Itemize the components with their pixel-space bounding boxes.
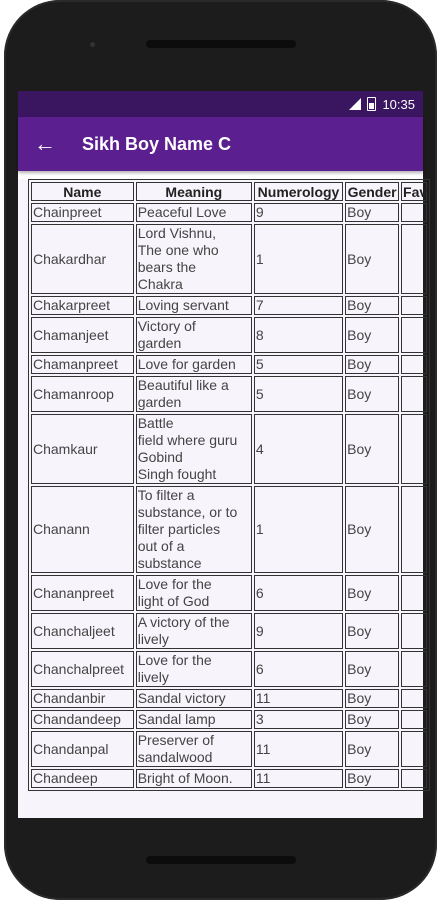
- fav-cell[interactable]: [401, 689, 427, 708]
- table-row[interactable]: [31, 769, 427, 788]
- top-speaker: [146, 40, 296, 48]
- fav-cell[interactable]: [401, 731, 427, 767]
- header-meaning: Meaning: [136, 182, 252, 201]
- fav-cell[interactable]: [401, 486, 427, 573]
- table-row[interactable]: [31, 296, 427, 315]
- numerology-cell: 6: [254, 575, 343, 611]
- meaning-cell: Preserver of sandalwood: [136, 731, 252, 767]
- header-fav: Fav: [403, 183, 428, 200]
- fav-cell[interactable]: [401, 317, 427, 353]
- meaning-cell: Love for garden: [136, 355, 252, 374]
- fav-cell[interactable]: [401, 224, 427, 294]
- table-row[interactable]: [31, 575, 427, 611]
- name-cell: Chamanjeet: [31, 317, 134, 353]
- meaning-cell: Sandal lamp: [136, 710, 252, 729]
- table-row[interactable]: [31, 355, 427, 374]
- battery-icon: [367, 97, 376, 111]
- signal-icon: [349, 98, 361, 110]
- name-cell: Chanchalpreet: [31, 651, 134, 687]
- name-cell: Chainpreet: [31, 203, 134, 222]
- name-cell: Chamanroop: [31, 376, 134, 412]
- gender-cell: Boy: [345, 486, 399, 573]
- phone-frame: [4, 0, 437, 900]
- table-header-row: [31, 182, 427, 201]
- meaning-cell: Sandal victory: [136, 689, 252, 708]
- fav-cell[interactable]: [401, 651, 427, 687]
- numerology-cell: 11: [254, 731, 343, 767]
- name-cell: Chandanbir: [31, 689, 134, 708]
- numerology-cell: 3: [254, 710, 343, 729]
- fav-cell[interactable]: [401, 769, 427, 788]
- table-row[interactable]: [31, 651, 427, 687]
- name-cell: Chanchaljeet: [31, 613, 134, 649]
- name-cell: Chandandeep: [31, 710, 134, 729]
- numerology-cell: 8: [254, 317, 343, 353]
- gender-cell: Boy: [345, 296, 399, 315]
- name-cell: Chananpreet: [31, 575, 134, 611]
- page-title: Sikh Boy Name C: [82, 133, 232, 154]
- front-camera: [90, 42, 95, 47]
- table-row[interactable]: [31, 710, 427, 729]
- header-numerology: Numerology: [254, 182, 343, 201]
- name-cell: Chandanpal: [31, 731, 134, 767]
- gender-cell: Boy: [345, 414, 399, 484]
- gender-cell: Boy: [345, 731, 399, 767]
- numerology-cell: 6: [254, 651, 343, 687]
- gender-cell: Boy: [345, 355, 399, 374]
- header-gender: Gender: [345, 182, 399, 201]
- app-bar: [18, 117, 423, 171]
- table-row[interactable]: [31, 731, 427, 767]
- fav-cell[interactable]: [401, 414, 427, 484]
- screen: [18, 91, 428, 818]
- name-cell: Chandeep: [31, 769, 134, 788]
- numerology-cell: 11: [254, 689, 343, 708]
- numerology-cell: 9: [254, 613, 343, 649]
- meaning-cell: Bright of Moon.: [136, 769, 252, 788]
- fav-cell[interactable]: [401, 355, 427, 374]
- meaning-cell: Love for the light of God: [136, 575, 252, 611]
- numerology-cell: 1: [254, 486, 343, 573]
- meaning-cell: Love for the lively: [136, 651, 252, 687]
- table-container[interactable]: [18, 179, 428, 818]
- gender-cell: Boy: [345, 575, 399, 611]
- table-row[interactable]: [31, 317, 427, 353]
- meaning-cell: Lord Vishnu, The one who bears the Chakra: [136, 224, 252, 294]
- gender-cell: Boy: [345, 769, 399, 788]
- table-row[interactable]: [31, 414, 427, 484]
- table-row[interactable]: [31, 203, 427, 222]
- meaning-cell: Peaceful Love: [136, 203, 252, 222]
- gender-cell: Boy: [345, 203, 399, 222]
- numerology-cell: 4: [254, 414, 343, 484]
- numerology-cell: 11: [254, 769, 343, 788]
- meaning-cell: Beautiful like a garden: [136, 376, 252, 412]
- gender-cell: Boy: [345, 689, 399, 708]
- meaning-cell: To filter a substance, or to filter particles out of a substance: [136, 486, 252, 573]
- name-cell: Chakardhar: [31, 224, 134, 294]
- names-table: [28, 179, 430, 791]
- fav-cell[interactable]: [401, 203, 427, 222]
- name-cell: Chamanpreet: [31, 355, 134, 374]
- numerology-cell: 1: [254, 224, 343, 294]
- status-time: 10:35: [382, 96, 415, 112]
- table-row[interactable]: [31, 486, 427, 573]
- meaning-cell: Battle field where guru Gobind Singh fought: [136, 414, 252, 484]
- table-row[interactable]: [31, 613, 427, 649]
- name-cell: Chanann: [31, 486, 134, 573]
- meaning-cell: Victory of garden: [136, 317, 252, 353]
- gender-cell: Boy: [345, 651, 399, 687]
- numerology-cell: 5: [254, 376, 343, 412]
- gender-cell: Boy: [345, 710, 399, 729]
- header-name: Name: [31, 182, 134, 201]
- meaning-cell: Loving servant: [136, 296, 252, 315]
- name-cell: Chakarpreet: [31, 296, 134, 315]
- bottom-speaker: [146, 856, 296, 864]
- gender-cell: Boy: [345, 224, 399, 294]
- name-cell: Chamkaur: [31, 414, 134, 484]
- table-row[interactable]: [31, 376, 427, 412]
- numerology-cell: 7: [254, 296, 343, 315]
- numerology-cell: 9: [254, 203, 343, 222]
- status-bar: [18, 91, 423, 117]
- numerology-cell: 5: [254, 355, 343, 374]
- fav-cell[interactable]: [401, 575, 427, 611]
- table-row[interactable]: [31, 224, 427, 294]
- gender-cell: Boy: [345, 613, 399, 649]
- back-arrow-icon[interactable]: ←: [34, 131, 56, 156]
- fav-cell[interactable]: [401, 296, 427, 315]
- table-row[interactable]: [31, 689, 427, 708]
- fav-cell[interactable]: [401, 613, 427, 649]
- meaning-cell: A victory of the lively: [136, 613, 252, 649]
- fav-cell[interactable]: [401, 710, 427, 729]
- gender-cell: Boy: [345, 317, 399, 353]
- fav-cell[interactable]: [401, 376, 427, 412]
- gender-cell: Boy: [345, 376, 399, 412]
